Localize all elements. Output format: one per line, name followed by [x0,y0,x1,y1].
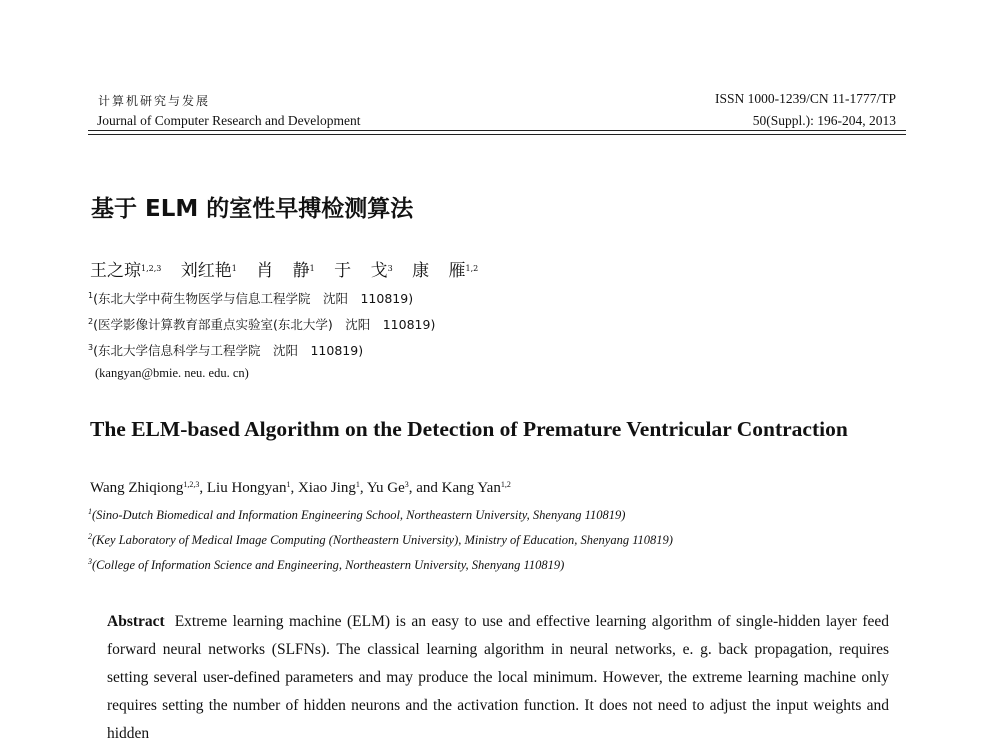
author-en-name: Wang Zhiqiong [90,480,184,496]
affiliation-cn-3 [88,341,363,359]
journal-name-en: Journal of Computer Research and Development [97,113,361,128]
issn-line: ISSN 1000-1239/CN 11-1777/TP [714,91,896,106]
author-cn-name: 康 雁 [412,261,466,281]
author-en-name: Xiao Jing [297,480,356,496]
affiliation-sup: 3 [88,343,94,352]
affiliation-sup: 1 [88,507,92,516]
affiliation-text: (东北大学信息科学与工程学院 沈阳 110819) [93,343,364,358]
affiliation-sup: 1 [88,291,94,300]
author-en-sup: 1,2,3 [183,480,200,489]
affiliation-en-1 [88,508,625,523]
author-separator: , [359,480,367,496]
affiliation-text: (College of Information Science and Engineering, Northeastern University, Shenyang 110819) [92,558,565,572]
authors-en [90,480,511,497]
affiliation-sup: 2 [88,532,92,541]
author-cn-name: 王之琼 [90,261,141,281]
affiliation-sup: 2 [88,317,94,326]
author-cn-name: 肖 静 [256,261,310,281]
volume-line: 50(Suppl.): 196-204, 2013 [752,113,896,128]
author-cn-name: 刘红艳 [180,261,232,281]
author-cn-sup: 1,2 [465,264,479,273]
affiliation-en-3 [88,558,564,573]
author-en-sup: 3 [404,480,409,489]
author-cn-sup: 1 [231,264,237,273]
title-cn: 基于 ELM 的室性早搏检测算法 [91,196,414,222]
abstract-text: Extreme learning machine (ELM) is an easy to use and effective learning algorithm of single-hidden layer feed forward neural networks (SLFNs). The classical learning algorithm in neural networks, e. g. back propagation, requires setting several user-defined parameters and may produce the local minimum. However, the extreme learning machine only requires setting the number of hidden neurons and the activation function. It does not need to adjust the input weights and hidden [107,613,889,742]
header-rule-thick [88,130,906,131]
affiliation-text: (Key Laboratory of Medical Image Computing (Northeastern University), Ministry of Education, Shenyang 110819) [92,533,673,547]
affiliation-text: (Sino-Dutch Biomedical and Information Engineering School, Northeastern University, Shenyang 110819) [92,508,626,522]
author-cn [412,261,478,281]
affiliation-sup: 3 [88,557,92,566]
author-cn-name: 于 戈 [334,261,388,281]
author-cn [90,261,161,281]
abstract [107,608,889,748]
affiliation-text: (东北大学中荷生物医学与信息工程学院 沈阳 110819) [93,291,414,306]
author-separator: , [290,480,298,496]
author-en-name: Kang Yan [441,480,501,496]
author-separator: , [199,480,207,496]
author-cn [334,261,393,281]
author-cn-sup: 1 [309,264,315,273]
author-cn-sup: 1,2,3 [141,264,162,273]
author-separator: , and [408,480,442,496]
contact-email: (kangyan@bmie. neu. edu. cn) [95,366,249,380]
author-cn [256,261,315,281]
author-cn [181,261,237,281]
journal-name-cn: 计算机研究与发展 [98,94,211,108]
affiliation-cn-2 [88,315,435,333]
affiliation-cn-1 [88,289,413,307]
affiliation-text: (医学影像计算教育部重点实验室(东北大学) 沈阳 110819) [93,317,436,332]
author-en-sup: 1 [286,480,291,489]
author-cn-sup: 3 [387,264,393,273]
header-rule-thin [88,134,906,135]
affiliation-en-2 [88,533,673,548]
author-en-sup: 1,2 [500,480,511,489]
author-en-name: Yu Ge [366,480,405,496]
authors-cn [90,256,478,281]
abstract-label: Abstract [107,613,165,630]
title-en: The ELM-based Algorithm on the Detection of Premature Ventricular Contraction [90,417,848,441]
author-en-sup: 1 [355,480,360,489]
author-en-name: Liu Hongyan [206,480,287,496]
